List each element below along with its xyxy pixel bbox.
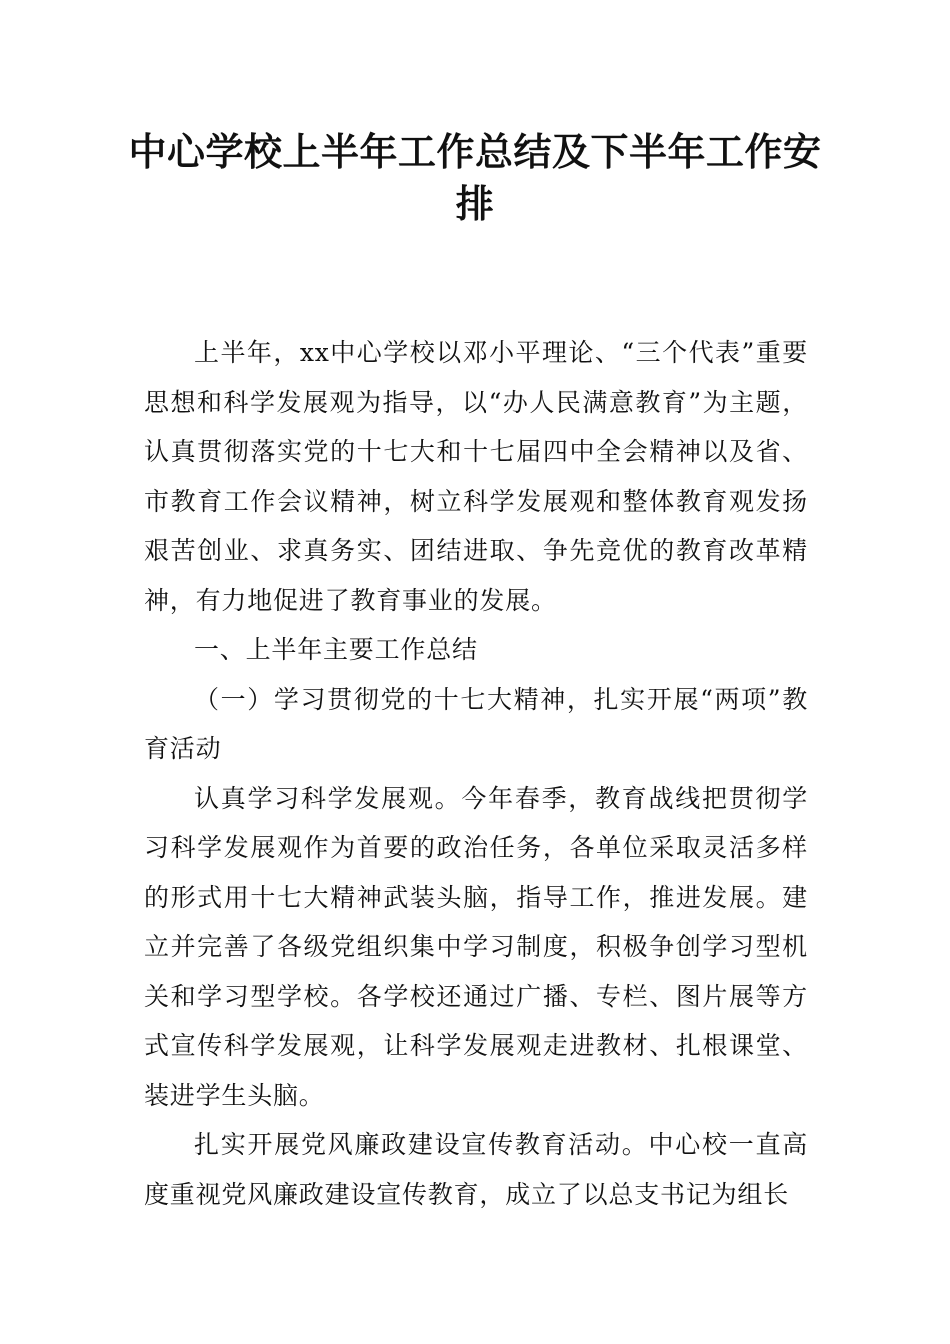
paragraph-study: 认真学习科学发展观。今年春季，教育战线把贯彻学习科学发展观作为首要的政治任务，各单位采取灵活多样的形式用十七大精神武装头脑，指导工作，推进发展。建立并完善了各级党组织集中学习制度，积极争创学习型机关和学习型学校。各学校还通过广播、专栏、图片展等方式宣传科学发展观，让科学发展观走进教材、扎根课堂、装进学生头脑。 — [144, 783, 808, 1110]
subsection-heading: （一）学习贯彻党的十七大精神，扎实开展“两项”教育活动 — [144, 684, 808, 763]
paragraph-intro: 上半年，xx中心学校以邓小平理论、“三个代表”重要思想和科学发展观为指导，以“办人民满意教育”为主题，认真贯彻落实党的十七大和十七届四中全会精神以及省、市教育工作会议精神，树立科学发展观和整体教育观发扬艰苦创业、求真务实、团结进取、争先竞优的教育改革精神，有力地促进了教育事业的发展。 — [144, 338, 808, 615]
document-body — [144, 328, 808, 1219]
document-title: 中心学校上半年工作总结及下半年工作安排 — [128, 130, 822, 226]
section-heading: 一、上半年主要工作总结 — [194, 635, 478, 664]
paragraph-integrity: 扎实开展党风廉政建设宣传教育活动。中心校一直高度重视党风廉政建设宣传教育，成立了以总支书记为组长 — [144, 1130, 808, 1209]
